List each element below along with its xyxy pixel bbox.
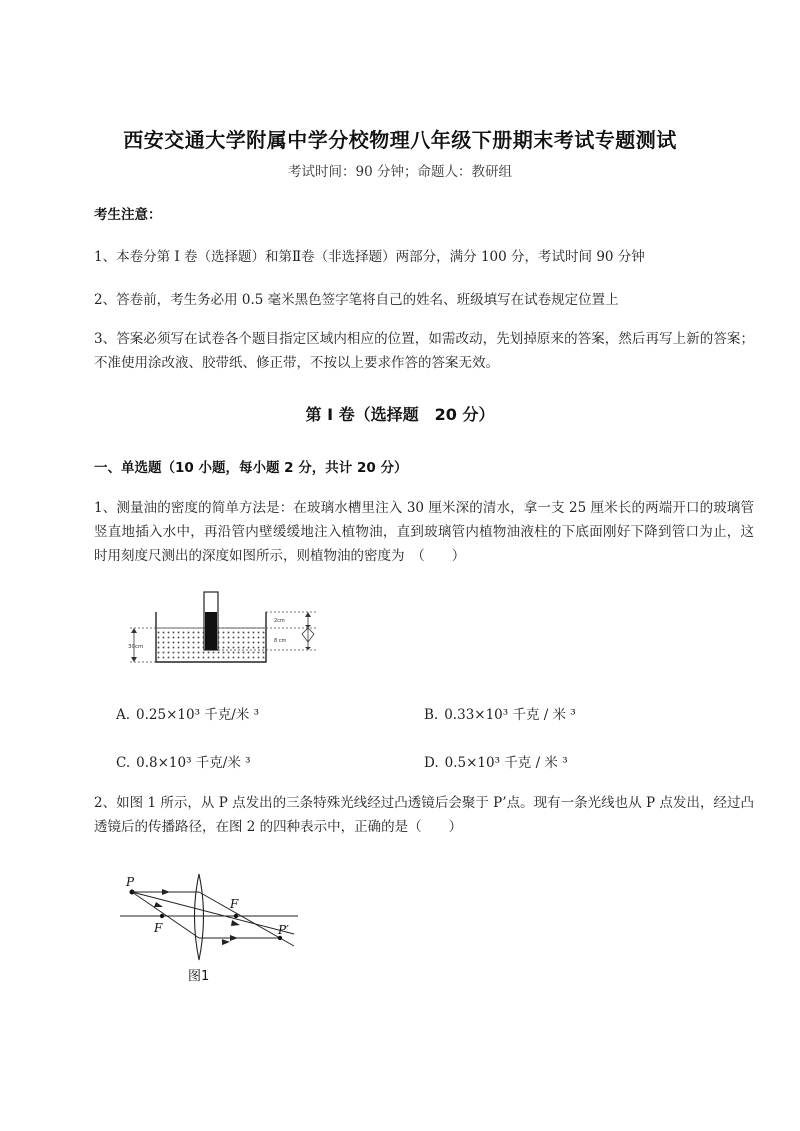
question-2-stem: 2、如图 1 所示，从 P 点发出的三条特殊光线经过凸透镜后会聚于 P’点。现有一条光线也从 P 点发出，经过凸透镜后的传播路径，在图 2 的四种表示中，正确的是（ ） [94, 795, 754, 835]
option-a-key: A. [116, 707, 131, 723]
option-a-text: 0.25×10³ 千克/米 ³ [136, 707, 260, 723]
section-title: 第 I 卷（选择题 20 分） [305, 405, 495, 424]
convex-lens [195, 874, 204, 960]
subsection-title: 一、单选题（10 小题，每小题 2 分，共计 20 分） [94, 460, 408, 476]
option-c-key: C. [116, 755, 131, 771]
label-f-left: F [154, 921, 163, 935]
focal-point-right [234, 914, 238, 918]
figure-caption: 图1 [188, 969, 210, 984]
option-b-key: B. [424, 707, 439, 723]
option-d-text: 0.5×10³ 千克 / 米 ³ [444, 755, 568, 771]
option-a[interactable] [116, 703, 259, 723]
label-p-image: P′ [278, 923, 289, 937]
option-d-key: D. [424, 755, 439, 771]
lens-ray-figure [118, 868, 318, 986]
option-d[interactable] [424, 751, 568, 771]
exam-title: 西安交通大学附属中学分校物理八年级下册期末考试专题测试 [123, 128, 677, 152]
depth-label: 30cm [128, 644, 144, 650]
question-1-stem: 1、测量油的密度的简单方法是：在玻璃水槽里注入 30 厘米深的清水，拿一支 25 厘米长的两端开口的玻璃管竖直地插入水中，再沿管内壁缓缓地注入植物油，直到玻璃管内植物油液柱的下底面刚好下降到管口为止，这时用刻度尺测出的深度如图所示，则植物油的密度为 （ ） [94, 500, 754, 564]
option-c-text: 0.8×10³ 千克/米 ³ [136, 755, 251, 771]
lower-gap-label: 8 cm [274, 638, 287, 644]
notice-item-2: 2、答卷前，考生务必用 0.5 毫米黑色签字笔将自己的姓名、班级填写在试卷规定位置上 [94, 292, 619, 308]
notice-heading: 考生注意： [94, 207, 162, 223]
label-f-right: F [230, 897, 239, 911]
label-p: P [126, 875, 135, 889]
exam-subtitle: 考试时间：90 分钟；命题人：教研组 [288, 164, 512, 180]
notice-item-3: 3、答案必须写在试卷各个题目指定区域内相应的位置，如需改动，先划掉原来的答案，然后再写上新的答案；不准使用涂改液、胶带纸、修正带，不按以上要求作答的答案无效。 [94, 331, 754, 371]
oil-column [205, 612, 217, 650]
oil-density-figure [116, 590, 336, 666]
top-gap-label: 2cm [274, 618, 285, 624]
option-c[interactable] [116, 751, 251, 771]
option-b-text: 0.33×10³ 千克 / 米 ³ [444, 707, 576, 723]
focal-point-left [160, 914, 164, 918]
option-b[interactable] [424, 703, 576, 723]
notice-item-1: 1、本卷分第 I 卷（选择题）和第Ⅱ卷（非选择题）两部分，满分 100 分，考试时间 90 分钟 [94, 249, 645, 265]
